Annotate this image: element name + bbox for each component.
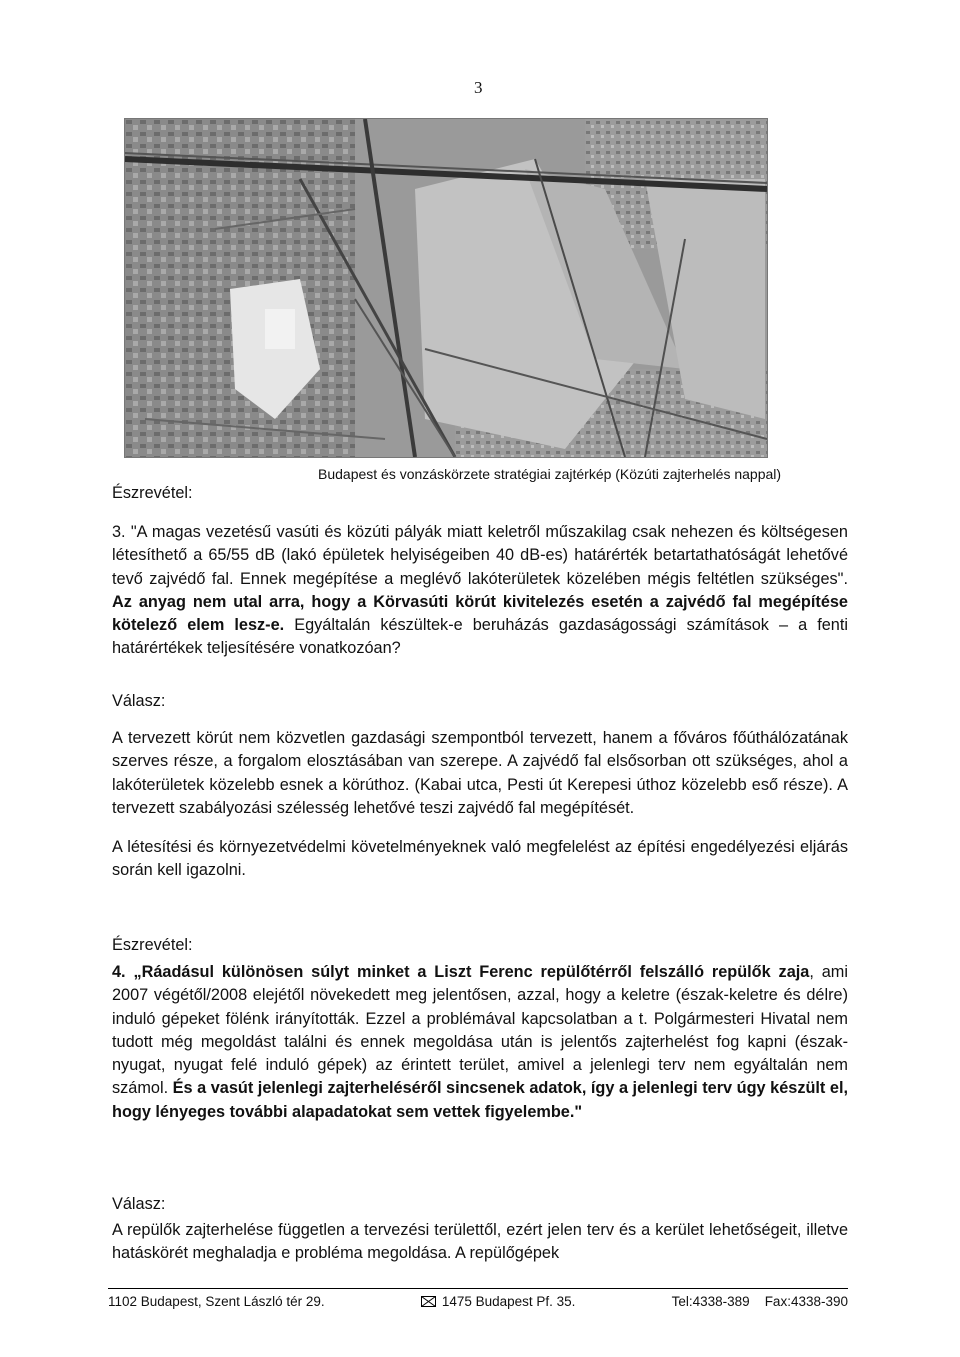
answer-3-text <box>112 727 848 883</box>
map-caption: Budapest és vonzáskörzete stratégiai zajtérkép (Közúti zajterhelés nappal) <box>318 466 782 482</box>
answer-3-paragraph-1: A tervezett körút nem közvetlen gazdasági szempontból tervezett, hanem a főváros főúthálózatának szerves része, a forgalom elosztásában van szerepe. A zajvédő fal elsősorban ott szükséges, ahol a lakóterületek közelebb esnek a körúthoz. (Kabai utca, Pesti út Kerepesi úthoz közelebb eső része). A tervezett szabályozási szélesség lehetővé teszi zajvédő fal megépítését. <box>112 729 848 817</box>
answer-label: Válasz: <box>112 692 166 710</box>
page-number: 3 <box>474 78 483 97</box>
footer-postal <box>421 1294 576 1309</box>
remark-4-bold-2: És a vasút jelenlegi zajterheléséről sincsenek adatok, így a jelenlegi terv úgy készült el, hogy lényeges további alapadatokat sem vettek figyelembe." <box>112 1079 848 1121</box>
noise-map-image <box>124 118 768 458</box>
remark-4-text-1: , ami 2007 végétől/2008 elejétől növekedett meg jelentősen, azzal, hogy a keletre (észak-keletre és délre) induló gépeket fölénk irányították. Ezzel a problémával kapcsolatban a t. Polgármesteri Hivatal nem tudott még megoldást találni és ennek megoldása után is jelentős zajterhelést fog kapni (észak-nyugat, nyugat felé induló gépek) az érintett terület, amivel a jelenlegi terv nem egyáltalán nem számol. <box>112 963 848 1098</box>
footer-contact <box>672 1294 848 1309</box>
footer-address: 1102 Budapest, Szent László tér 29. <box>108 1294 325 1309</box>
remark-3-quote: 3. "A magas vezetésű vasúti és közúti pályák miatt keletről műszakilag csak nehezen és költségesen létesíthető a 65/55 dB (lakó épületek helyiségeiben 40 dB-es) határérték betartathatóságát lehetővé tevő zajvédő fal. Ennek megépítése a meglévő lakóterületek közelében mégis feltétlen szükséges". <box>112 523 848 588</box>
remark-3-question: Egyáltalán készültek-e beruházás gazdaságossági számítások – a fenti határértékek teljesítésére vonatkozóan? <box>112 616 848 658</box>
remark-3-bold: Az anyag nem utal arra, hogy a Körvasúti körút kivitelezés esetén a zajvédő fal megépítése kötelező elem lesz-e. <box>112 592 848 635</box>
envelope-icon <box>421 1296 436 1307</box>
answer-4-paragraph-1: A repülők zajterhelése független a tervezési területtől, ezért jelen terv és a kerület lehetőségeit, illetve hatáskörét meghaladja e probléma megoldása. A repülőgépek <box>112 1221 848 1263</box>
remark-label: Észrevétel: <box>112 936 193 954</box>
footer-fax: Fax:4338-390 <box>764 1294 848 1309</box>
remark-4-bold-1: különösen súlyt minket a Liszt Ferenc repülőtérről felszálló repülők zaja <box>221 963 810 981</box>
answer-label: Válasz: <box>112 1195 166 1213</box>
answer-4-text <box>112 1219 848 1266</box>
remark-4-number: 4. „Ráadásul <box>112 963 214 981</box>
remark-3-text <box>112 521 848 661</box>
remark-4-text <box>112 961 848 1124</box>
answer-3-paragraph-2: A létesítési és környezetvédelmi követelményeknek való megfelelést az építési engedélyezési eljárás során kell igazolni. <box>112 838 848 880</box>
footer-phone: Tel:4338-389 <box>671 1294 750 1309</box>
page-footer <box>108 1288 848 1309</box>
footer-postal-text: 1475 Budapest Pf. 35. <box>441 1294 576 1309</box>
remark-label: Észrevétel: <box>112 484 193 502</box>
